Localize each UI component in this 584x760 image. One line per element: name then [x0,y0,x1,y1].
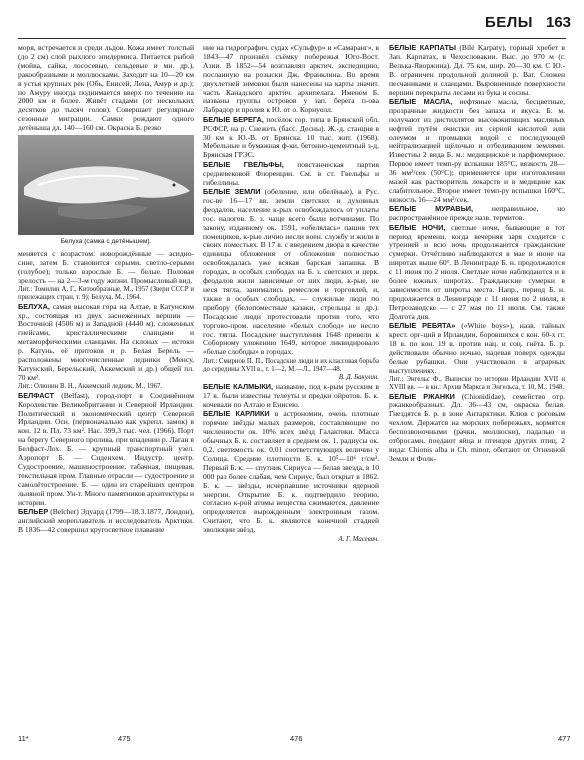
entry-belukha-literature: Лит.: Олюнин В. Н., Аккемский ледник, М., 1967. [18,383,163,391]
page-number: 163 [546,14,572,31]
column-number-right: 477 [558,734,571,743]
headword: БЕЛЫЕ ГВЕЛЬФЫ, [203,159,284,169]
headword: БЕЛЫЕ РЖАНКИ [389,391,455,401]
entry-belye-rebyata: БЕЛЫЕ РЕБЯТА» («White boys»), назв. тайных крест. орг-ций в Ирландии, боровшихся с кон. 60-х гг. 18 в. по кон. 19 в. против нац. и соц. гнёта. Б. р. действовали обычно ночью, надевая поверх одежды белые рубашки. Они участвовали в аграрных выступлениях. [389,321,565,375]
entry-belcher: БЕЛЬЕР (Belcher) Эдуард (1799—18.3.1877, Лондон), английский мореплаватель и исследователь Арктики. В 1836—42 совершил кругосветное плавание [18,507,194,534]
page-footer [0,734,584,748]
headword: БЕЛЫЕ КАРЛИКИ [203,409,270,419]
beluga-photo [18,135,194,235]
entry-belye-zemli-literature: Лит.: Смирнов П. П., Посадские люди и их классовая борьба до середины XVII в., т. 1—2, М.—Л., 1947—48. [203,357,379,373]
column-2 [203,44,379,724]
author-signature: В. Д. Бакулин. [338,374,379,382]
headword: БЕЛЫЕ МАСЛА, [389,96,453,106]
entry-belye-karliki: БЕЛЫЕ КАРЛИКИ в астрономии, очень плотные горячие звёзды малых размеров, составляющие по численности ок. 10% всех звёзд Галактики. Масса обычных Б. к. составляет в среднем ок. 1, радиусы ок. 0,2, светимость ок. 0,01 соответствующих величин у Солнца. Средние плотности Б. к. 10⁵—10⁶ г/см³. Первый Б. к. — спутник Сириуса — белая звезда, в 10 000 раз более слабая, чем Сириус, был открыт в 1862. Б. к. — звёзды, исчерпавшие источники ядерной энергии. Открытие Б. к. подтвердило теорию, согласно к-рой атомы вещества сжимаются, давление определяется вырожденным электронным газом. Считают, что Б. к. являются конечной стадией эволюции звёзд. [203,409,379,535]
headword: БЕЛЫЕ НОЧИ, [389,222,446,232]
author-signature: А. Г. Масевич. [338,535,379,543]
entry-belye-nochi: БЕЛЫЕ НОЧИ, светлые ночи, бывающие в тот период времени, когда вечерняя заря сходится с утренней и всю ночь продолжаются гражданские сумерки. Отчётливо наблюдаются в мае и июне на широтах выше 60°. В Ленинграде Б. н. продолжаются с 11 июня по 2 июля. Светлые ночи наблюдаются и в более южных широтах. Гражданские сумерки в зависимости от широты места. Напр., период Б. н. продолжается в Ленинграде с 11 июня по 2 июля, в Петрозаводске — с 27 мая по 11 июля. См. также Долгота дня. [389,222,565,321]
running-word: БЕЛЫ [485,14,533,31]
entry-beluga-literature: Лит.: Томилин А. Г., Китообразные, М., 1957 (Звери СССР и прилежащих стран, т. 9); Белуха, М., 1964. [18,286,194,302]
signature-mark: 11* [18,734,29,743]
entry-beluga-text-2: меняется с возрастом: новорождённые — асидно-сине, затем Б. становится серыми, светло-серыми (голубое); только взрослые Б. — белые. Половая зрелость — на 2—3-м году жизни. Промысловый вид. [18,248,194,285]
column-number-left: 475 [118,734,131,743]
headword: БЕЛФАСТ [18,390,54,400]
headword: БЕЛЬЕР [18,507,49,517]
entry-belukha: БЕЛУХА, самая высокая гора на Алтае, в Катунском хр., состоящая из двух заснеженных вершин — Восточной (4506 м) и Западной (4440 м), сложенных гнейсами, кристаллическими сланцами и метаморфическими сланцами. На склонах — истоки р. Катунь, её притоков и р. Белая Берель — расположены многочисленные ледники (Менсу, Катунский, Берельский, Аккемский и др.) общей пл. 70 км². [18,301,194,382]
headword: БЕЛЫЕ ЗЕМЛИ [203,187,261,196]
entry-belcher-cont: ние на гидрографич. судах «Сульфур» и «Самаранг», в 1843—47 произвёл съёмку побережья Юго-Вост. Азии. В 1852—54 возглавлял арктич. экспедицию, посланную на розыски Дж. Франклина. Во время двухлетней зимовки были нанесены на карты значит. часть Канадского арктич. архипелага. Именем Б. названы группы островов у зап. берега п-ова Лабрадор и пролив к Ю. от о. Корнуолл. [203,44,379,115]
entry-belye-muravi: БЕЛЫЕ МУРАВЬИ, неправильное, но распространённое прежде назв. термитов. [389,204,565,223]
headword: БЕЛЫЕ КАЛМЫКИ, [203,382,274,392]
entry-belye-karpaty: БЕЛЫЕ КАРПАТЫ (Bílé Karpaty), горный хребет в Зап. Карпатах, в Чехословакии. Выс. до 970 м (г. Велька-Яворжина). Дл. 75 км, шир. 20—30 км. С Ю.-В. ограничен продольной долиной р. Ваг. Сложен песчаниками и сланцами. Выровненные поверхности вершин перекрыты лесами из бука и сосны. [389,44,565,97]
entry-belye-masla: БЕЛЫЕ МАСЛА, нефтяные масла, бесцветные, прозрачные жидкости без запаха и вкуса. Б. м. получают из дистиллятов высококипящих масляных нефтей путём очистки их серной кислотой или олеумом и промывки водой с последующей нейтрализацией щёлочью и отбеливанием землями. Известны 2 вида Б. м.: медицинское и парфюмерное. Первое имеет темп-ру вспышки 185°C, вязкость 28—36 мм²/сек (50°C); применяется при изготовлении мазей как растворитель лекарств и в медицине как слабительное. Второе имеет темп-ру вспышки 160°C, вязкость 16—24 мм²/сек. [389,96,565,204]
column-3 [389,44,565,724]
headword: БЕЛЫЕ КАРПАТЫ [389,44,457,52]
entry-belye-gvelfy: БЕЛЫЕ ГВЕЛЬФЫ, повстанческая партия средневековой Флоренции. См. в ст. Гвельфы и гибеллины. [203,159,379,187]
column-1 [18,44,194,724]
header-rule [18,38,566,39]
entry-belye-berega: БЕЛЫЕ БЕРЕГА, посёлок гор. типа в Брянской обл. РСФСР, на р. Снежеть (басс. Десны). Ж.-д. станция в 30 км к Ю.-В. от Брянска. 10 тыс. жит. (1968). Мебельные и бумажная ф-ки, бетонно-цементный з-д, Брянская ГРЭС. [203,114,379,160]
headword: БЕЛЫЕ БЕРЕГА, [203,114,264,124]
entry-belye-rzhanki: БЕЛЫЕ РЖАНКИ (Chionididae), семейство отр. ржанкообразных. Дл. 36—43 см, окраска белая. Гнездятся Б. р. в зоне Антарктики. Клюв с роговым чехлом. Держатся на морских побережьях, кормятся беспозвоночными (рачки, моллюски), падалью и отбросами, поедают яйца и птенцов других птиц. 2 вида: Chionis alba и Ch. minor, обитают от Огненной Земли и Фолк- [389,391,565,463]
entry-belye-zemli: БЕЛЫЕ ЗЕМЛИ (обеление, или обелёные), в Рус. гос-ве 16—17 вв. земли светских и духовных феодалов, население к-рых освобождалось от уплаты гос. налогов. Б. з. чаще всего были вотчинами. По закону, изданному ок. 1591, «обелялась» пашня тех помещиков, к-рые лично несли воен. службу и жили в своих поместьях. В 17 в. с введением двора в качестве единицы обложения от обложения полностью освобождалась уже всякая барская запашка. В городах, в особых слободах на Б. з. светских и церк. феодалов жили зависимые от них люди, к-рые, не неся тягла, занимались ремеслом и торговлей, и, также в особых слободах, — служилые люди по прибору (белопоместные казаки, стрельцы и др.). Посадские люди протестовали против того, что торгово-пром. население «белых слобод» не несло гос. тягла. Посадские выступления 1648 привели к Соборному уложению 1649, которое ликвидировало «белые слободы» в городах. [203,187,379,357]
entry-belye-rebyata-literature: Лит.: Энгельс Ф., Выписки по истории Ирландии XVII и XVIII вв. — в кн.: Архив Маркса и Энгельса, т. 10, М., 1948. [389,376,565,392]
headword: БЕЛУХА, [18,301,50,311]
entry-belye-kalmyki: БЕЛЫЕ КАЛМЫКИ, название, под к-рым русским в 17 в. были известны телеуты и предки ойротов. Б. к. кочевали по Алтаю и Енисею. [203,382,379,409]
photo-caption: Белуха (самка с детёнышем). [60,238,152,246]
column-number-center: 476 [290,734,303,743]
beluga-illustration [18,135,194,235]
entry-beluga-text-1: моря, встречается и среди льдов. Кожа имеет толстый (до 2 см) слой рыхлого эпидермиса. Питается рыбой (мойва, сайка, лососевые, сельдевые и мн. др.), ракообразными и моллюсками. Заходит на 10—20 км в устья крупных рек (Обь, Енисей, Лена, Амур и др.); по Амуру иногда поднимается вверх по течению на 2000 км и более. Живёт стадами (от нескольких десятков до тысяч голов). Совершает регулярные сезонные миграции. Самки рождают одного детёныша дл. 140—160 см. Окраска Б. резко [18,44,194,133]
entry-belfast: БЕЛФАСТ (Belfast), город-порт в Соединённом Королевстве Великобритании и Северной Ирландии. Политический и экономический центр Северной Ирландии. Осн. (первоначально как укрепл. замок) в кон. 12 в. Пл. 73 км². Нас. 399,3 тыс. чел. (1966). Порт на берегу Северного пролива, при впадении р. Лаган в Белфаст-Лох. Б. — крупный транспортный узел. Аэропорт Б. — Сиденхем. Индустр. центр. Судостроение, машиностроение, табачная, пищевая, текстильная пром. Главные отрасли — судостроение и самолётостроение. Б. — один из старейших центров льняной пром. Ун-т. Много памятников архитектуры и истории. [18,390,194,507]
headword: БЕЛЫЕ МУРАВЬИ, [389,204,474,214]
running-head [0,14,584,36]
headword: БЕЛЫЕ РЕБЯТА» [389,321,456,331]
